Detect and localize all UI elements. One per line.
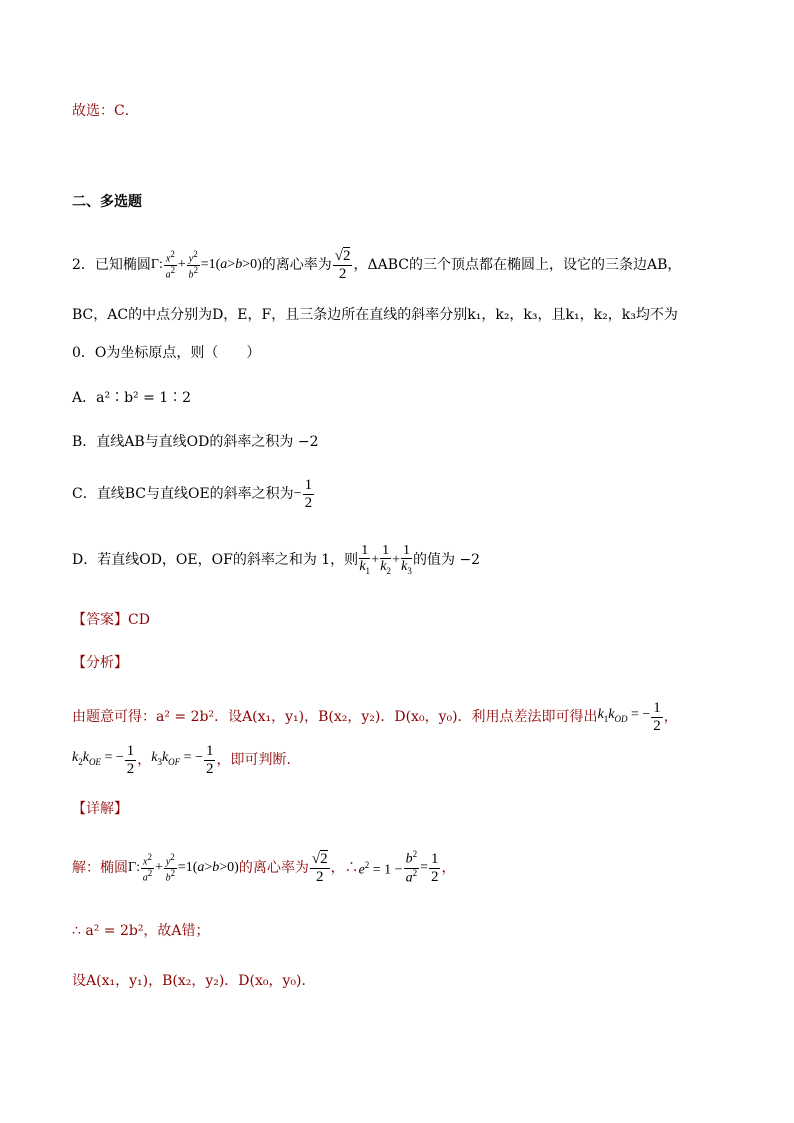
- option-d-lead: D．若直线OD，OE，OF的斜率之和为 1，则: [72, 552, 359, 568]
- detail-label-text: 【详解】: [72, 801, 128, 817]
- question-line-3-text: 0．O为坐标原点，则（ ）: [72, 345, 261, 361]
- question-lead: 2．已知椭圆: [72, 257, 151, 273]
- option-a-text: A．a²∶b² = 1∶2: [72, 390, 192, 406]
- option-c: C．直线BC与直线OE的斜率之积为 − $\frac{1}{2}$: [72, 477, 313, 511]
- analysis-line-1: 由题意可得：a² = 2b²．设A(x₁，y₁)，B(x₂，y₂)．D(x₀，y₀)．利用点差法即可得出 $k_1k_{OD}$ = − $\frac{1}{2}$ ，: [72, 700, 678, 734]
- detail-line-2-text: ∴ a² = 2b²，故A错；: [72, 923, 210, 939]
- detail-line-2: [72, 922, 210, 940]
- question-line-1: [72, 245, 681, 285]
- section-title: [72, 193, 142, 211]
- question-line-2-text: BC，AC的中点分别为D，E，F，且三条边所在直线的斜率分别k₁，k₂，k₃，且k₁，k₂，k₃均不为: [72, 307, 678, 323]
- analysis-line-2: $k_2k_{OE}$ = − $\frac{1}{2}$ ， $k_3k_{OF}$ = − $\frac{1}{2}$ ，即可判断．: [72, 743, 301, 777]
- ellipse-equation: Γ: $\frac{x^2}{a^2}$ + $\frac{y^2}{b^2}$ =1(a>b>0): [150, 249, 262, 280]
- analysis-line-1-text: 由题意可得：a² = 2b²．设A(x₁，y₁)，B(x₂，y₂)．D(x₀，y₀)．利用点差法即可得出: [72, 709, 598, 725]
- detail-line-1-lead: 解：椭圆: [72, 860, 128, 876]
- section-title-text: 二、多选题: [72, 194, 142, 210]
- option-b-text: B．直线AB与直线OD的斜率之积为 −2: [72, 434, 319, 450]
- answer-label: 【答案】: [72, 612, 128, 628]
- detail-line-3: [72, 972, 315, 990]
- option-d-expression: $\frac{1}{k_1}$ + $\frac{1}{k_2}$ + $\frac{1}{k_3}$: [359, 542, 412, 577]
- answer: [72, 611, 150, 629]
- option-c-text: C．直线BC与直线OE的斜率之积为: [72, 486, 294, 502]
- option-a: [72, 389, 191, 407]
- option-d: [72, 538, 480, 582]
- eccentricity-label: 的离心率为: [261, 257, 332, 273]
- analysis-line-2-tail: ，即可判断．: [216, 752, 301, 768]
- detail-ellipse-equation: Γ: $\frac{x^2}{a^2}$ + $\frac{y^2}{b^2}$ =1(a>b>0): [128, 852, 239, 883]
- answer-value: CD: [128, 612, 150, 628]
- question-line-1-tail: ，ΔABC的三个顶点都在椭圆上，设它的三条边AB，: [353, 257, 682, 273]
- analysis-label: [72, 654, 128, 672]
- detail-line-1: 解：椭圆 Γ: $\frac{x^2}{a^2}$ + $\frac{y^2}{b^2}$ =1(a>b>0) 的离心率为 $\frac{√2}{2}$ ，∴ $e^2 = 1$ − $\frac{b^2}{a^2}$ = $\frac{1}{2}$ ，: [72, 849, 456, 886]
- detail-label: [72, 800, 128, 818]
- analysis-label-text: 【分析】: [72, 655, 128, 671]
- eccentricity-value: $\frac{√2}{2}$: [334, 248, 351, 282]
- option-c-fraction: $\frac{1}{2}$: [304, 477, 313, 511]
- question-line-3: [72, 344, 260, 362]
- detail-eccentricity-label: 的离心率为: [238, 860, 309, 876]
- detail-line-3-text: 设A(x₁，y₁)，B(x₂，y₂)．D(x₀，y₀)．: [72, 973, 316, 989]
- top-conclusion: [72, 102, 139, 120]
- option-d-tail: 的值为 −2: [413, 552, 481, 568]
- option-b: [72, 433, 318, 451]
- conclusion-text: 故选：C．: [72, 103, 139, 119]
- question-line-2: [72, 306, 678, 324]
